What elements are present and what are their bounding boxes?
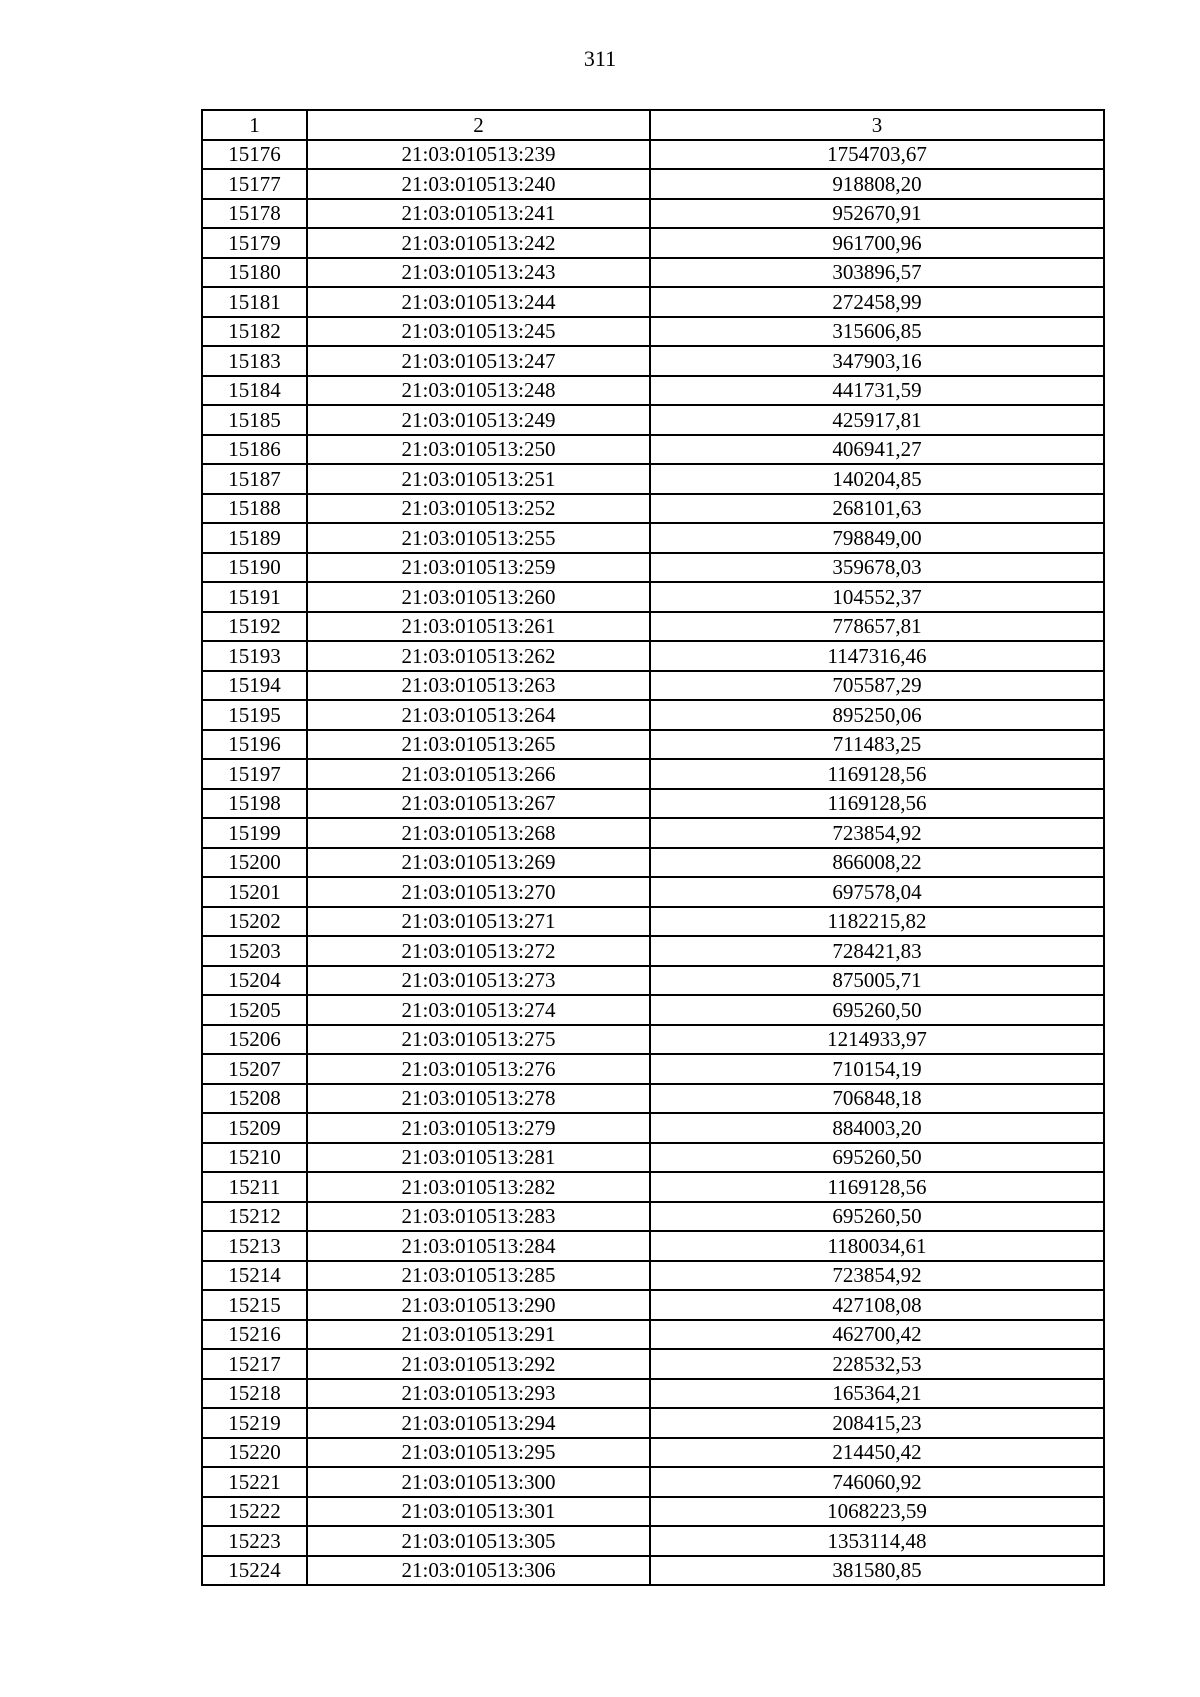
cadastral-number-cell: 21:03:010513:305 <box>307 1526 650 1556</box>
value-cell: 723854,92 <box>650 818 1104 848</box>
row-number-cell: 15211 <box>202 1172 307 1202</box>
value-cell: 165364,21 <box>650 1379 1104 1409</box>
row-number-cell: 15194 <box>202 671 307 701</box>
row-number-cell: 15179 <box>202 228 307 258</box>
value-cell: 918808,20 <box>650 169 1104 199</box>
table-row <box>202 346 1104 376</box>
value-cell: 695260,50 <box>650 995 1104 1025</box>
cadastral-number-cell: 21:03:010513:285 <box>307 1261 650 1291</box>
value-cell: 798849,00 <box>650 523 1104 553</box>
table-row <box>202 140 1104 170</box>
value-cell: 1353114,48 <box>650 1526 1104 1556</box>
table-row <box>202 1084 1104 1114</box>
row-number-cell: 15214 <box>202 1261 307 1291</box>
cadastral-number-cell: 21:03:010513:255 <box>307 523 650 553</box>
table-row <box>202 1113 1104 1143</box>
row-number-cell: 15185 <box>202 405 307 435</box>
value-cell: 104552,37 <box>650 582 1104 612</box>
value-cell: 1214933,97 <box>650 1025 1104 1055</box>
cadastral-number-cell: 21:03:010513:267 <box>307 789 650 819</box>
row-number-cell: 15197 <box>202 759 307 789</box>
cadastral-number-cell: 21:03:010513:271 <box>307 907 650 937</box>
value-cell: 140204,85 <box>650 464 1104 494</box>
cadastral-number-cell: 21:03:010513:300 <box>307 1467 650 1497</box>
cadastral-number-cell: 21:03:010513:263 <box>307 671 650 701</box>
cadastral-number-cell: 21:03:010513:264 <box>307 700 650 730</box>
cadastral-number-cell: 21:03:010513:268 <box>307 818 650 848</box>
table-header <box>202 110 1104 140</box>
value-cell: 1180034,61 <box>650 1231 1104 1261</box>
page-number: 311 <box>583 46 617 71</box>
row-number-cell: 15177 <box>202 169 307 199</box>
table-row <box>202 907 1104 937</box>
table-row <box>202 1497 1104 1527</box>
value-cell: 1169128,56 <box>650 759 1104 789</box>
table-row <box>202 1320 1104 1350</box>
table-row <box>202 1231 1104 1261</box>
header-row <box>202 110 1104 140</box>
cadastral-number-cell: 21:03:010513:291 <box>307 1320 650 1350</box>
table-row <box>202 848 1104 878</box>
value-cell: 866008,22 <box>650 848 1104 878</box>
value-cell: 268101,63 <box>650 494 1104 524</box>
table-row <box>202 553 1104 583</box>
row-number-cell: 15199 <box>202 818 307 848</box>
value-cell: 695260,50 <box>650 1143 1104 1173</box>
table-body <box>202 140 1104 1586</box>
cadastral-number-cell: 21:03:010513:282 <box>307 1172 650 1202</box>
row-number-cell: 15221 <box>202 1467 307 1497</box>
row-number-cell: 15206 <box>202 1025 307 1055</box>
cadastral-number-cell: 21:03:010513:252 <box>307 494 650 524</box>
cadastral-number-cell: 21:03:010513:283 <box>307 1202 650 1232</box>
header-cell-3: 3 <box>650 110 1104 140</box>
table-row <box>202 435 1104 465</box>
row-number-cell: 15198 <box>202 789 307 819</box>
value-cell: 961700,96 <box>650 228 1104 258</box>
cadastral-number-cell: 21:03:010513:247 <box>307 346 650 376</box>
cadastral-number-cell: 21:03:010513:293 <box>307 1379 650 1409</box>
cadastral-number-cell: 21:03:010513:284 <box>307 1231 650 1261</box>
row-number-cell: 15178 <box>202 199 307 229</box>
cadastral-number-cell: 21:03:010513:269 <box>307 848 650 878</box>
value-cell: 1182215,82 <box>650 907 1104 937</box>
row-number-cell: 15207 <box>202 1054 307 1084</box>
row-number-cell: 15212 <box>202 1202 307 1232</box>
cadastral-number-cell: 21:03:010513:259 <box>307 553 650 583</box>
value-cell: 1147316,46 <box>650 641 1104 671</box>
cadastral-number-cell: 21:03:010513:276 <box>307 1054 650 1084</box>
table-row <box>202 1172 1104 1202</box>
cadastral-number-cell: 21:03:010513:262 <box>307 641 650 671</box>
row-number-cell: 15202 <box>202 907 307 937</box>
cadastral-number-cell: 21:03:010513:294 <box>307 1408 650 1438</box>
value-cell: 441731,59 <box>650 376 1104 406</box>
table-row <box>202 1025 1104 1055</box>
registry-table <box>201 109 1105 1586</box>
value-cell: 728421,83 <box>650 936 1104 966</box>
table-row <box>202 936 1104 966</box>
table-row <box>202 1143 1104 1173</box>
header-cell-2: 2 <box>307 110 650 140</box>
table-row <box>202 1408 1104 1438</box>
value-cell: 359678,03 <box>650 553 1104 583</box>
value-cell: 347903,16 <box>650 346 1104 376</box>
table-row <box>202 169 1104 199</box>
value-cell: 778657,81 <box>650 612 1104 642</box>
table-row <box>202 671 1104 701</box>
table-row <box>202 1526 1104 1556</box>
table-row <box>202 376 1104 406</box>
table-row <box>202 494 1104 524</box>
table-row <box>202 877 1104 907</box>
table-row <box>202 789 1104 819</box>
table-row <box>202 1054 1104 1084</box>
row-number-cell: 15187 <box>202 464 307 494</box>
cadastral-number-cell: 21:03:010513:245 <box>307 317 650 347</box>
table-row <box>202 199 1104 229</box>
cadastral-number-cell: 21:03:010513:249 <box>307 405 650 435</box>
value-cell: 952670,91 <box>650 199 1104 229</box>
cadastral-number-cell: 21:03:010513:301 <box>307 1497 650 1527</box>
table-row <box>202 1467 1104 1497</box>
table-row <box>202 405 1104 435</box>
value-cell: 272458,99 <box>650 287 1104 317</box>
row-number-cell: 15220 <box>202 1438 307 1468</box>
value-cell: 303896,57 <box>650 258 1104 288</box>
table-row <box>202 966 1104 996</box>
row-number-cell: 15216 <box>202 1320 307 1350</box>
table-row <box>202 523 1104 553</box>
table-row <box>202 1379 1104 1409</box>
value-cell: 315606,85 <box>650 317 1104 347</box>
row-number-cell: 15209 <box>202 1113 307 1143</box>
cadastral-number-cell: 21:03:010513:241 <box>307 199 650 229</box>
cadastral-number-cell: 21:03:010513:240 <box>307 169 650 199</box>
row-number-cell: 15222 <box>202 1497 307 1527</box>
value-cell: 427108,08 <box>650 1290 1104 1320</box>
value-cell: 1169128,56 <box>650 1172 1104 1202</box>
value-cell: 214450,42 <box>650 1438 1104 1468</box>
row-number-cell: 15208 <box>202 1084 307 1114</box>
table-row <box>202 228 1104 258</box>
cadastral-number-cell: 21:03:010513:275 <box>307 1025 650 1055</box>
table-row <box>202 258 1104 288</box>
value-cell: 875005,71 <box>650 966 1104 996</box>
row-number-cell: 15224 <box>202 1556 307 1586</box>
table-row <box>202 1261 1104 1291</box>
header-cell-1: 1 <box>202 110 307 140</box>
value-cell: 1169128,56 <box>650 789 1104 819</box>
cadastral-number-cell: 21:03:010513:281 <box>307 1143 650 1173</box>
row-number-cell: 15176 <box>202 140 307 170</box>
value-cell: 884003,20 <box>650 1113 1104 1143</box>
row-number-cell: 15180 <box>202 258 307 288</box>
value-cell: 710154,19 <box>650 1054 1104 1084</box>
cadastral-number-cell: 21:03:010513:306 <box>307 1556 650 1586</box>
value-cell: 705587,29 <box>650 671 1104 701</box>
value-cell: 697578,04 <box>650 877 1104 907</box>
table-row <box>202 464 1104 494</box>
cadastral-number-cell: 21:03:010513:273 <box>307 966 650 996</box>
value-cell: 706848,18 <box>650 1084 1104 1114</box>
table-row <box>202 1202 1104 1232</box>
value-cell: 695260,50 <box>650 1202 1104 1232</box>
table-row <box>202 700 1104 730</box>
cadastral-number-cell: 21:03:010513:272 <box>307 936 650 966</box>
cadastral-number-cell: 21:03:010513:270 <box>307 877 650 907</box>
value-cell: 1754703,67 <box>650 140 1104 170</box>
row-number-cell: 15191 <box>202 582 307 612</box>
row-number-cell: 15195 <box>202 700 307 730</box>
value-cell: 723854,92 <box>650 1261 1104 1291</box>
table-row <box>202 818 1104 848</box>
cadastral-number-cell: 21:03:010513:243 <box>307 258 650 288</box>
value-cell: 425917,81 <box>650 405 1104 435</box>
row-number-cell: 15204 <box>202 966 307 996</box>
cadastral-number-cell: 21:03:010513:278 <box>307 1084 650 1114</box>
table-row <box>202 582 1104 612</box>
cadastral-number-cell: 21:03:010513:279 <box>307 1113 650 1143</box>
row-number-cell: 15190 <box>202 553 307 583</box>
cadastral-number-cell: 21:03:010513:250 <box>307 435 650 465</box>
row-number-cell: 15188 <box>202 494 307 524</box>
row-number-cell: 15213 <box>202 1231 307 1261</box>
table-row <box>202 1556 1104 1586</box>
row-number-cell: 15205 <box>202 995 307 1025</box>
row-number-cell: 15200 <box>202 848 307 878</box>
table-row <box>202 1349 1104 1379</box>
value-cell: 381580,85 <box>650 1556 1104 1586</box>
value-cell: 895250,06 <box>650 700 1104 730</box>
cadastral-number-cell: 21:03:010513:274 <box>307 995 650 1025</box>
row-number-cell: 15192 <box>202 612 307 642</box>
value-cell: 1068223,59 <box>650 1497 1104 1527</box>
row-number-cell: 15201 <box>202 877 307 907</box>
row-number-cell: 15189 <box>202 523 307 553</box>
value-cell: 228532,53 <box>650 1349 1104 1379</box>
row-number-cell: 15183 <box>202 346 307 376</box>
table-row <box>202 995 1104 1025</box>
value-cell: 746060,92 <box>650 1467 1104 1497</box>
cadastral-number-cell: 21:03:010513:290 <box>307 1290 650 1320</box>
row-number-cell: 15215 <box>202 1290 307 1320</box>
row-number-cell: 15203 <box>202 936 307 966</box>
cadastral-number-cell: 21:03:010513:242 <box>307 228 650 258</box>
cadastral-number-cell: 21:03:010513:260 <box>307 582 650 612</box>
row-number-cell: 15210 <box>202 1143 307 1173</box>
row-number-cell: 15219 <box>202 1408 307 1438</box>
cadastral-number-cell: 21:03:010513:251 <box>307 464 650 494</box>
cadastral-number-cell: 21:03:010513:292 <box>307 1349 650 1379</box>
row-number-cell: 15217 <box>202 1349 307 1379</box>
cadastral-number-cell: 21:03:010513:239 <box>307 140 650 170</box>
table-row <box>202 287 1104 317</box>
value-cell: 208415,23 <box>650 1408 1104 1438</box>
cadastral-number-cell: 21:03:010513:265 <box>307 730 650 760</box>
table-row <box>202 730 1104 760</box>
table-row <box>202 1438 1104 1468</box>
row-number-cell: 15184 <box>202 376 307 406</box>
cadastral-number-cell: 21:03:010513:266 <box>307 759 650 789</box>
cadastral-number-cell: 21:03:010513:248 <box>307 376 650 406</box>
row-number-cell: 15182 <box>202 317 307 347</box>
row-number-cell: 15223 <box>202 1526 307 1556</box>
table-row <box>202 1290 1104 1320</box>
table-row <box>202 759 1104 789</box>
row-number-cell: 15181 <box>202 287 307 317</box>
cadastral-number-cell: 21:03:010513:261 <box>307 612 650 642</box>
row-number-cell: 15186 <box>202 435 307 465</box>
table-row <box>202 641 1104 671</box>
cadastral-number-cell: 21:03:010513:295 <box>307 1438 650 1468</box>
row-number-cell: 15196 <box>202 730 307 760</box>
value-cell: 406941,27 <box>650 435 1104 465</box>
value-cell: 462700,42 <box>650 1320 1104 1350</box>
cadastral-number-cell: 21:03:010513:244 <box>307 287 650 317</box>
row-number-cell: 15193 <box>202 641 307 671</box>
table-row <box>202 612 1104 642</box>
value-cell: 711483,25 <box>650 730 1104 760</box>
row-number-cell: 15218 <box>202 1379 307 1409</box>
table-row <box>202 317 1104 347</box>
